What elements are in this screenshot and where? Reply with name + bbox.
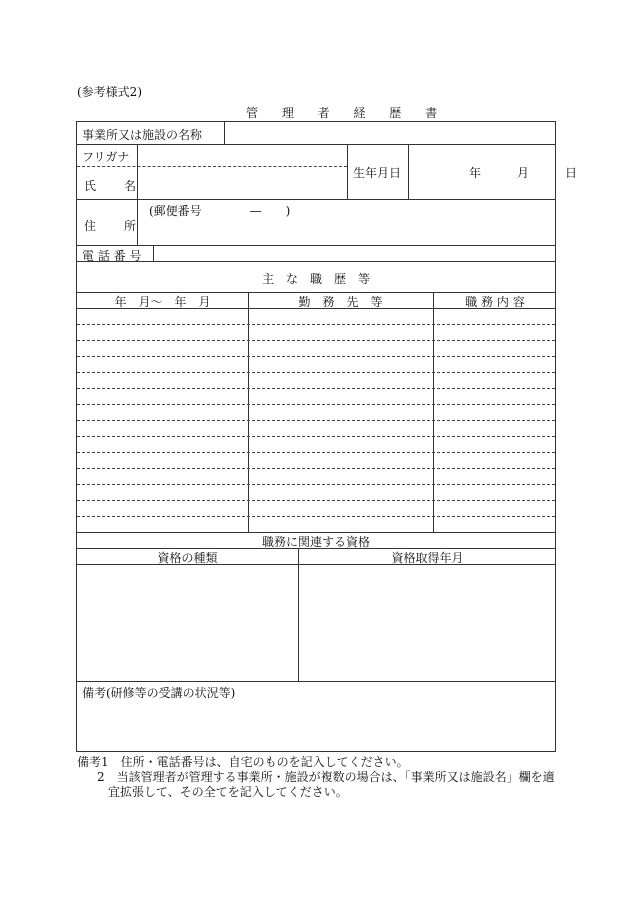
divider — [137, 199, 138, 245]
divider — [77, 261, 555, 262]
career-row-line — [77, 324, 555, 325]
note-2-line-2: 宜拡張して、その全てを記入してください。 — [108, 785, 348, 799]
career-heading: 主 な 職 歴 等 — [261, 272, 370, 286]
qualification-heading: 職務に関連する資格 — [261, 535, 370, 549]
divider — [77, 681, 555, 682]
career-row-line — [77, 388, 555, 389]
divider — [77, 144, 555, 145]
divider — [298, 548, 299, 681]
divider — [224, 122, 225, 144]
career-col-duties: 職 務 内 容 — [465, 295, 525, 309]
birthdate-format: 年 月 日 — [469, 166, 582, 180]
divider — [77, 245, 555, 246]
career-col-period: 年 月〜 年 月 — [114, 295, 211, 309]
postal-code-label: (郵便番号 — ) — [149, 204, 291, 218]
page-title: 管 理 者 経 歴 書 — [246, 106, 448, 120]
career-row-line — [77, 468, 555, 469]
qualification-col-type: 資格の種類 — [157, 551, 218, 565]
career-row-line — [77, 484, 555, 485]
divider — [77, 564, 555, 565]
note-2-line-1: 2 当該管理者が管理する事業所・施設が複数の場合は、「事業所又は施設名」欄を適 — [97, 770, 555, 784]
career-row-line — [77, 452, 555, 453]
furigana-label: フリガナ — [82, 150, 130, 164]
birthdate-label: 生年月日 — [353, 166, 402, 180]
divider — [408, 144, 409, 199]
divider — [248, 292, 249, 532]
note-1: 備考1 住所・電話番号は、自宅のものを記入してください。 — [77, 755, 409, 769]
phone-label: 電 話 番 号 — [82, 249, 142, 263]
divider — [77, 166, 347, 167]
qualification-col-date: 資格取得年月 — [391, 551, 464, 565]
divider — [347, 144, 348, 199]
career-row-line — [77, 372, 555, 373]
resume-form — [76, 121, 582, 752]
career-col-employer: 勤 務 先 等 — [298, 295, 383, 309]
career-row-line — [77, 356, 555, 357]
career-row-line — [77, 516, 555, 517]
divider — [77, 308, 555, 309]
career-row-line — [77, 500, 555, 501]
reference-form-label: (参考様式2) — [77, 85, 142, 99]
remarks-label: 備考(研修等の受講の状況等) — [82, 686, 236, 700]
divider — [153, 245, 154, 261]
career-row-line — [77, 420, 555, 421]
name-label: 氏 名 — [84, 179, 145, 193]
career-row-line — [77, 436, 555, 437]
facility-name-label: 事業所又は施設の名称 — [82, 128, 203, 142]
divider — [433, 292, 434, 532]
career-row-line — [77, 340, 555, 341]
career-row-line — [77, 404, 555, 405]
divider — [137, 144, 138, 199]
divider — [77, 199, 555, 200]
address-label: 住 所 — [84, 219, 145, 233]
